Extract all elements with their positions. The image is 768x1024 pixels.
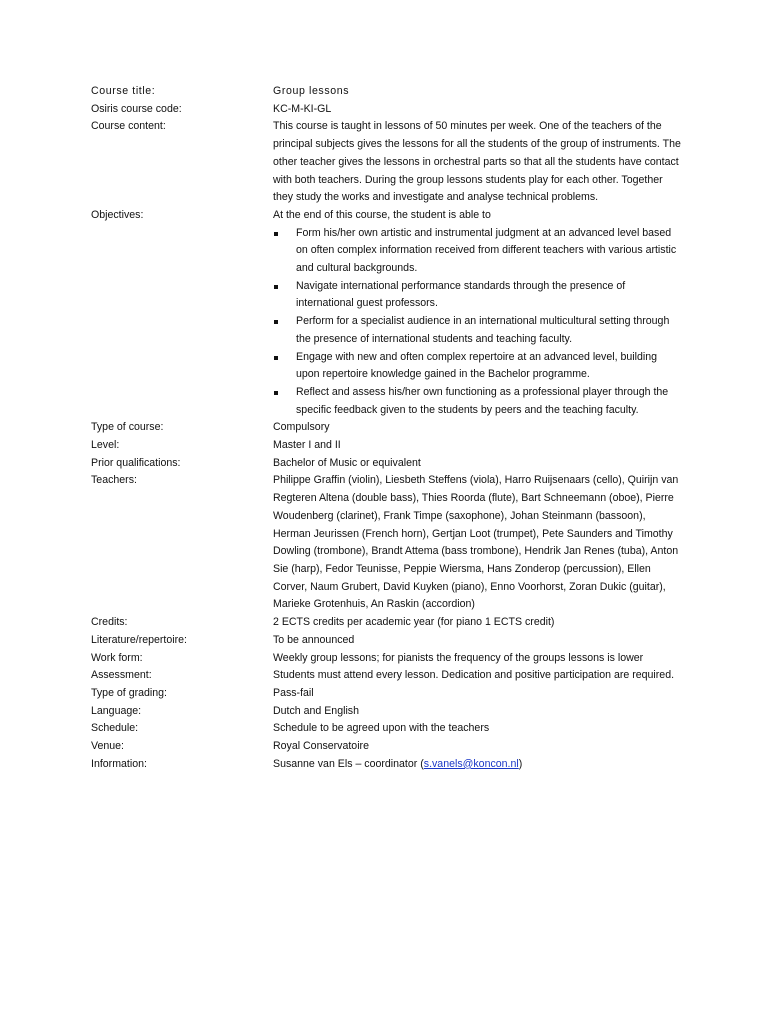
schedule-label: Schedule: bbox=[91, 722, 139, 735]
course-content-label: Course content: bbox=[91, 120, 166, 133]
bullet-icon bbox=[274, 391, 278, 395]
osiris-code-label: Osiris course code: bbox=[91, 102, 182, 115]
assessment-row bbox=[91, 667, 691, 685]
work-form-value: Weekly group lessons; for pianists the frequency of the groups lessons is lower bbox=[273, 651, 644, 664]
information-label: Information: bbox=[91, 757, 147, 770]
assessment-label: Assessment: bbox=[91, 669, 152, 682]
bullet-icon bbox=[274, 285, 278, 289]
level-value: Master I and II bbox=[273, 439, 341, 452]
osiris-code-row bbox=[91, 101, 691, 119]
venue-value: Royal Conservatoire bbox=[273, 740, 369, 753]
prior-qualifications-value: Bachelor of Music or equivalent bbox=[273, 456, 421, 469]
objective-text: Perform for a specialist audience in an international multicultural setting through the presence of international students and teaching faculty. bbox=[296, 315, 670, 345]
objectives-value bbox=[273, 207, 683, 419]
information-row bbox=[91, 756, 691, 774]
literature-label: Literature/repertoire: bbox=[91, 633, 187, 646]
schedule-row bbox=[91, 720, 691, 738]
objective-item bbox=[273, 384, 683, 419]
course-title-value: Group lessons bbox=[273, 85, 350, 97]
assessment-value: Students must attend every lesson. Dedication and positive participation are required. bbox=[273, 669, 675, 682]
information-prefix: Susanne van Els – coordinator ( bbox=[273, 757, 424, 770]
bullet-icon bbox=[274, 356, 278, 360]
course-content-row bbox=[91, 118, 691, 207]
objectives-row bbox=[91, 207, 691, 419]
language-value: Dutch and English bbox=[273, 704, 359, 717]
objective-text: Form his/her own artistic and instrumental judgment at an advanced level based on often complex information received from different teachers with various artistic and cultural backgrounds. bbox=[296, 226, 677, 275]
type-of-grading-value: Pass-fail bbox=[273, 686, 314, 699]
language-label: Language: bbox=[91, 704, 142, 717]
prior-qualifications-row bbox=[91, 455, 691, 473]
language-row bbox=[91, 703, 691, 721]
teachers-label: Teachers: bbox=[91, 474, 137, 487]
course-title-row bbox=[91, 83, 691, 101]
type-of-course-row bbox=[91, 419, 691, 437]
schedule-value: Schedule to be agreed upon with the teachers bbox=[273, 722, 490, 735]
objectives-label: Objectives: bbox=[91, 208, 144, 221]
osiris-code-value: KC-M-KI-GL bbox=[273, 102, 332, 115]
type-of-course-label: Type of course: bbox=[91, 421, 164, 434]
work-form-row bbox=[91, 650, 691, 668]
objective-item bbox=[273, 349, 683, 384]
information-value bbox=[273, 756, 683, 774]
teachers-row bbox=[91, 472, 691, 614]
objectives-intro: At the end of this course, the student is able to bbox=[273, 208, 491, 221]
bullet-icon bbox=[274, 320, 278, 324]
credits-value: 2 ECTS credits per academic year (for piano 1 ECTS credit) bbox=[273, 616, 555, 629]
work-form-label: Work form: bbox=[91, 651, 143, 664]
literature-value: To be announced bbox=[273, 633, 355, 646]
objective-text: Navigate international performance standards through the presence of international guest professors. bbox=[296, 279, 626, 310]
level-row bbox=[91, 437, 691, 455]
type-of-grading-row bbox=[91, 685, 691, 703]
type-of-grading-label: Type of grading: bbox=[91, 686, 167, 699]
objective-item bbox=[273, 313, 683, 348]
information-suffix: ) bbox=[518, 757, 523, 770]
credits-label: Credits: bbox=[91, 616, 128, 629]
objective-item bbox=[273, 278, 683, 313]
type-of-course-value: Compulsory bbox=[273, 421, 330, 434]
literature-row bbox=[91, 632, 691, 650]
course-title-label: Course title: bbox=[91, 85, 156, 97]
objective-text: Reflect and assess his/her own functioning as a professional player through the specific feedback given to the students by peers and the teaching faculty. bbox=[296, 385, 669, 416]
venue-row bbox=[91, 738, 691, 756]
objective-text: Engage with new and often complex repertoire at an advanced level, building upon repertoire knowledge gained in the Bachelor programme. bbox=[296, 350, 658, 381]
objective-item bbox=[273, 225, 683, 278]
credits-row bbox=[91, 614, 691, 632]
teachers-value: Philippe Graffin (violin), Liesbeth Steffens (viola), Harro Ruijsenaars (cello), Quirijn van Regteren Altena (double bass), Thies Roorda (flute), Bart Schneemann (oboe), Pierre Woudenberg (clarinet), Frank Timpe (saxophone), Johan Steinmann (bassoon), Herman Jeurissen (French horn), Gertjan Loot (trumpet), Pete Saunders and Timothy Dowling (trombone), Brandt Attema (bass trombone), Hendrik Jan Renes (tuba), Anton Sie (harp), Fedor Teunisse, Peppie Wiersma, Hans Zonderop (percussion), Ellen Corver, Naum Grubert, David Kuyken (piano), Enno Voorhorst, Zoran Dukic (guitar), Marieke Grotenhuis, An Raskin (accordion) bbox=[273, 474, 679, 611]
level-label: Level: bbox=[91, 439, 120, 452]
bullet-icon bbox=[274, 232, 278, 236]
venue-label: Venue: bbox=[91, 740, 124, 753]
course-content-value: This course is taught in lessons of 50 minutes per week. One of the teachers of the principal subjects gives the lessons for all the students of the group of instruments. The other teacher gives the lessons in orchestral parts so that all the students have contact with both teachers. During the group lessons students play for each other. Together they study the works and investigate and analyse technical problems. bbox=[273, 120, 681, 204]
email-link[interactable]: s.vanels@koncon.nl bbox=[423, 757, 519, 770]
objectives-list bbox=[273, 225, 683, 420]
prior-qualifications-label: Prior qualifications: bbox=[91, 456, 181, 469]
